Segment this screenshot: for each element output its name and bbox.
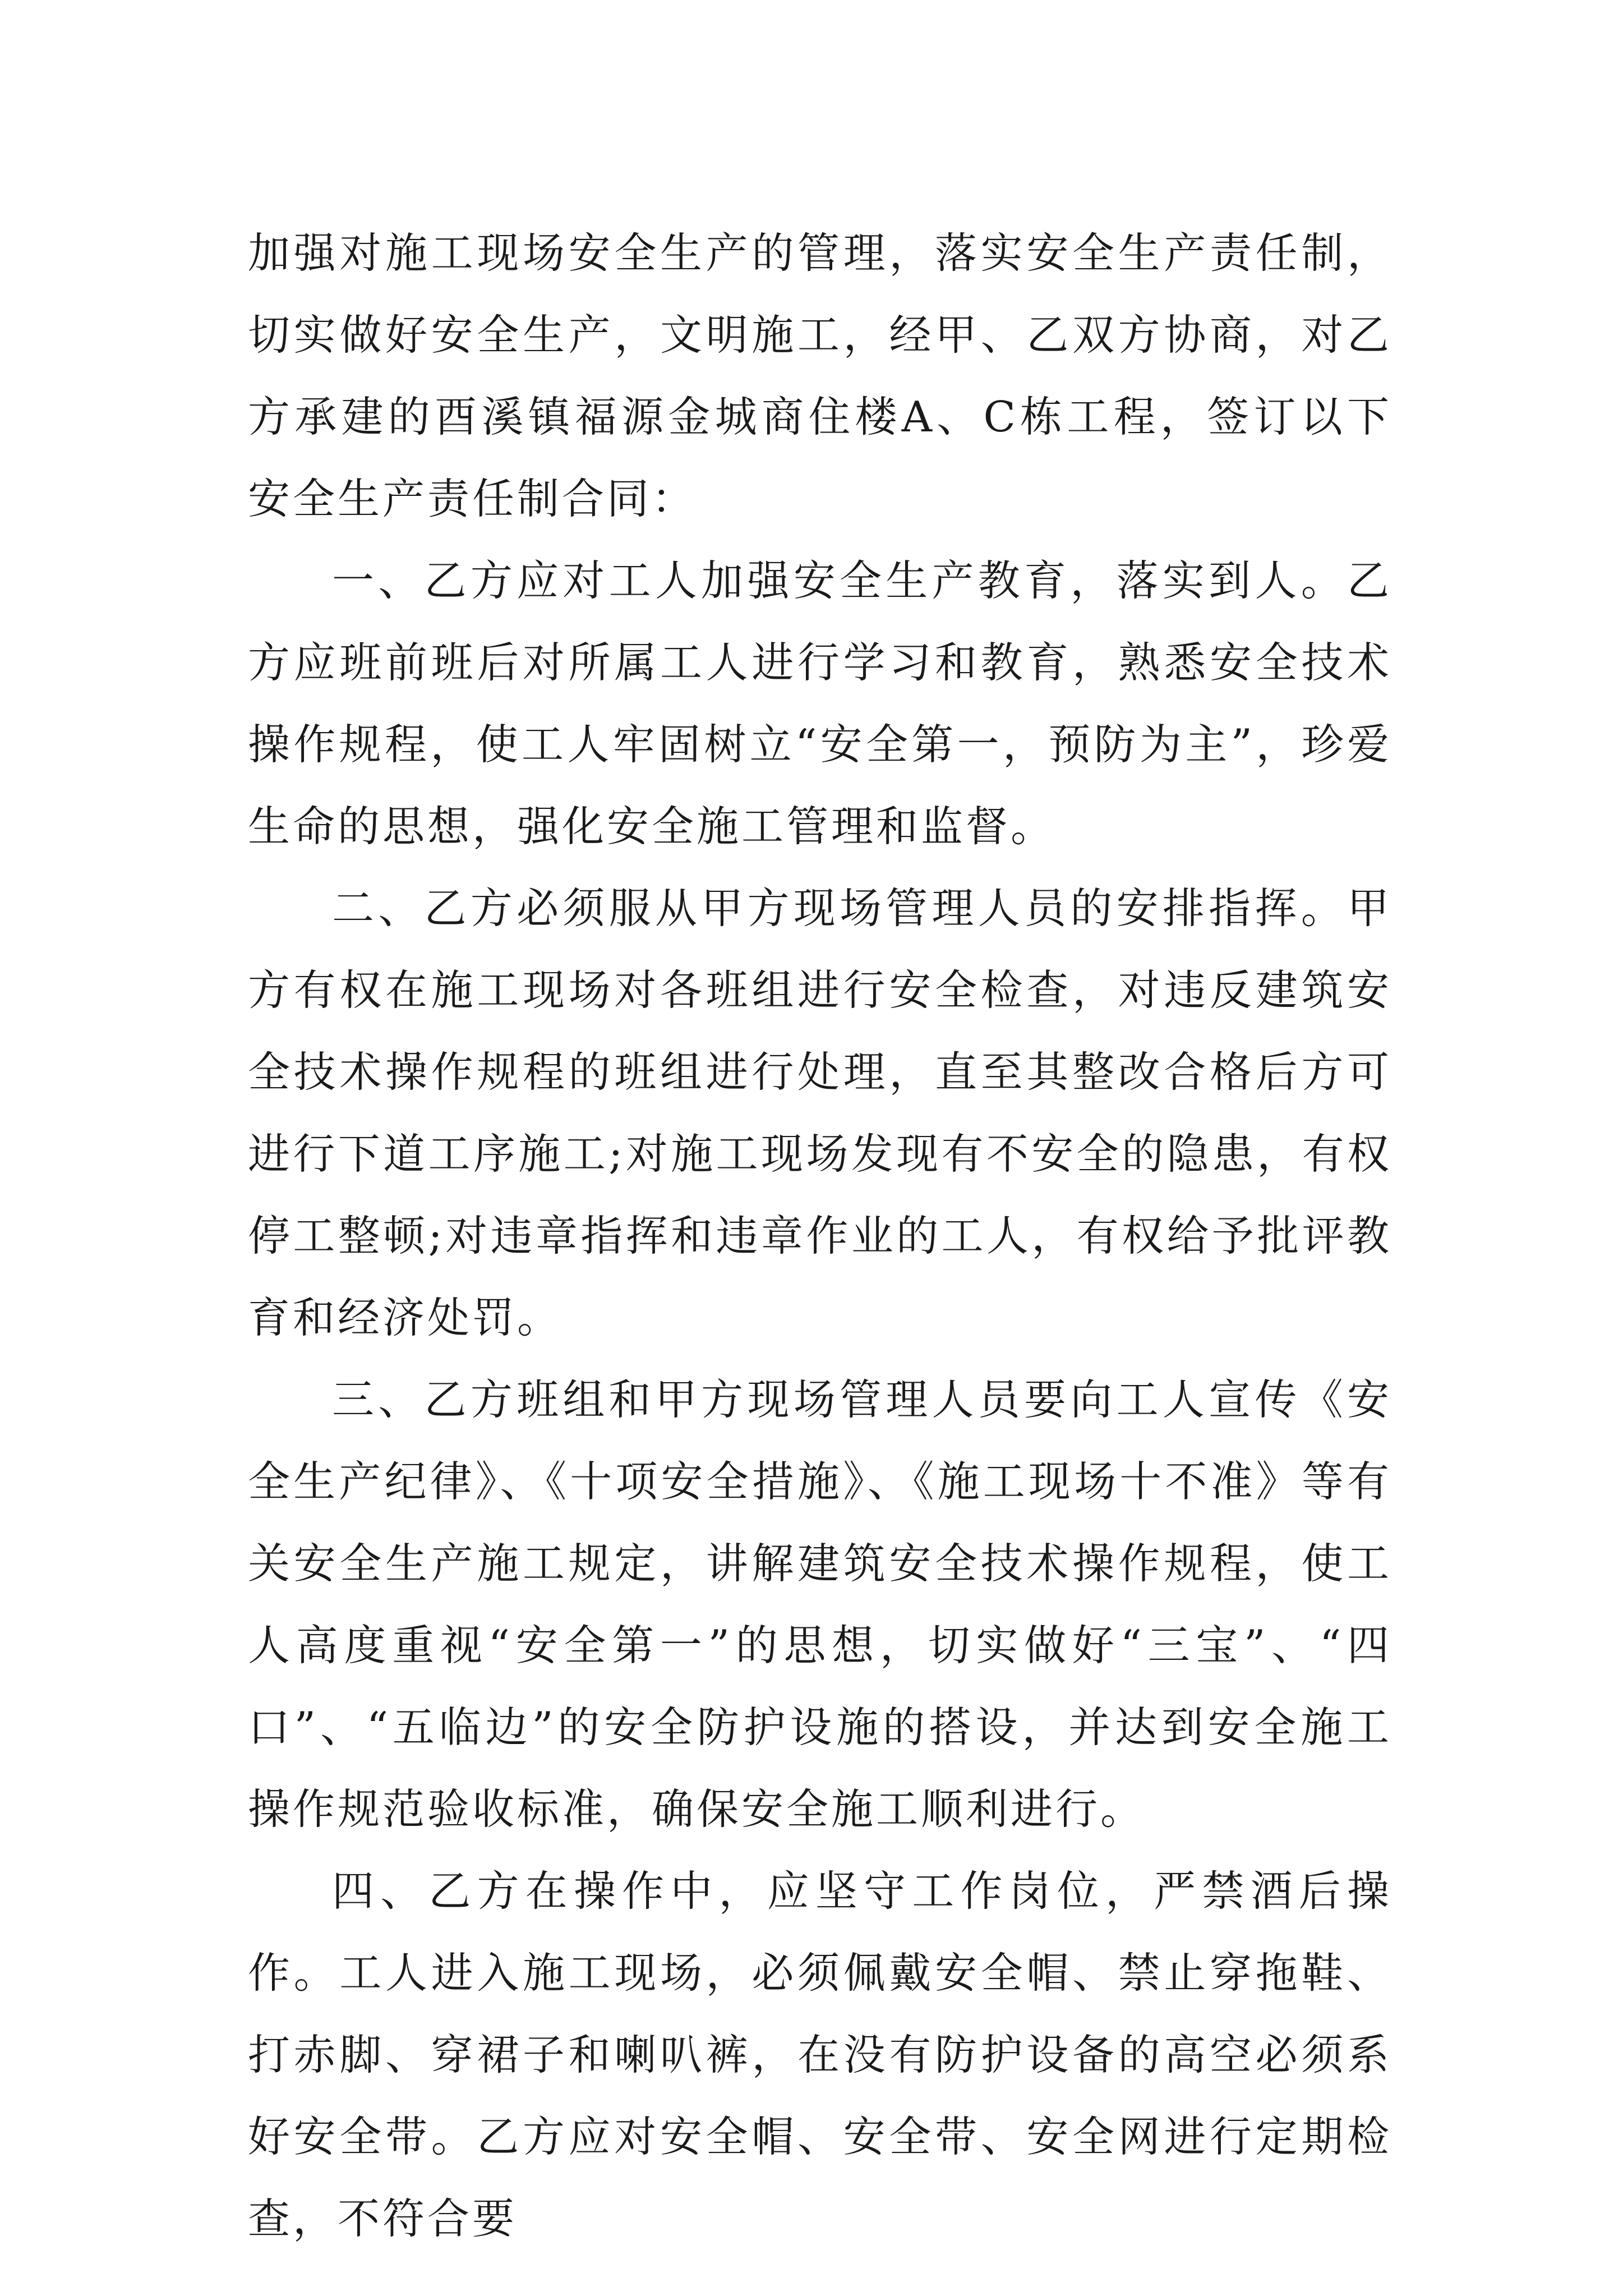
paragraph-clause-2: 二、乙方必须服从甲方现场管理人员的安排指挥。甲方有权在施工现场对各班组进行安全检查，对违反建筑安全技术操作规程的班组进行处理，直至其整改合格后方可进行下道工序施工;对施工现场发现有不安全的隐患，有权停工整顿;对违章指挥和违章作业的工人，有权给予批评教育和经济处罚。 bbox=[248, 884, 1392, 1342]
paragraph-clause-1: 一、乙方应对工人加强安全生产教育，落实到人。乙方应班前班后对所属工人进行学习和教育，熟悉安全技术操作规程，使工人牢固树立“安全第一，预防为主”，珍爱生命的思想，强化安全施工管理和监督。 bbox=[248, 556, 1392, 851]
document-body bbox=[248, 212, 1392, 2260]
paragraph-intro: 加强对施工现场安全生产的管理，落实安全生产责任制，切实做好安全生产，文明施工，经甲、乙双方协商，对乙方承建的酉溪镇福源金城商住楼A、C栋工程，签订以下安全生产责任制合同： bbox=[248, 228, 1392, 523]
paragraph-clause-4: 四、乙方在操作中，应坚守工作岗位，严禁酒后操作。工人进入施工现场，必须佩戴安全帽、禁止穿拖鞋、打赤脚、穿裙子和喇叭裤，在没有防护设备的高空必须系好安全带。乙方应对安全帽、安全带、安全网进行定期检查，不符合要 bbox=[248, 1866, 1392, 2243]
paragraph-clause-3: 三、乙方班组和甲方现场管理人员要向工人宣传《安全生产纪律》、《十项安全措施》、《施工现场十不准》等有关安全生产施工规定，讲解建筑安全技术操作规程，使工人高度重视“安全第一”的思想，切实做好“三宝”、“四口”、“五临边”的安全防护设施的搭设，并达到安全施工操作规范验收标准，确保安全施工顺利进行。 bbox=[248, 1375, 1392, 1834]
